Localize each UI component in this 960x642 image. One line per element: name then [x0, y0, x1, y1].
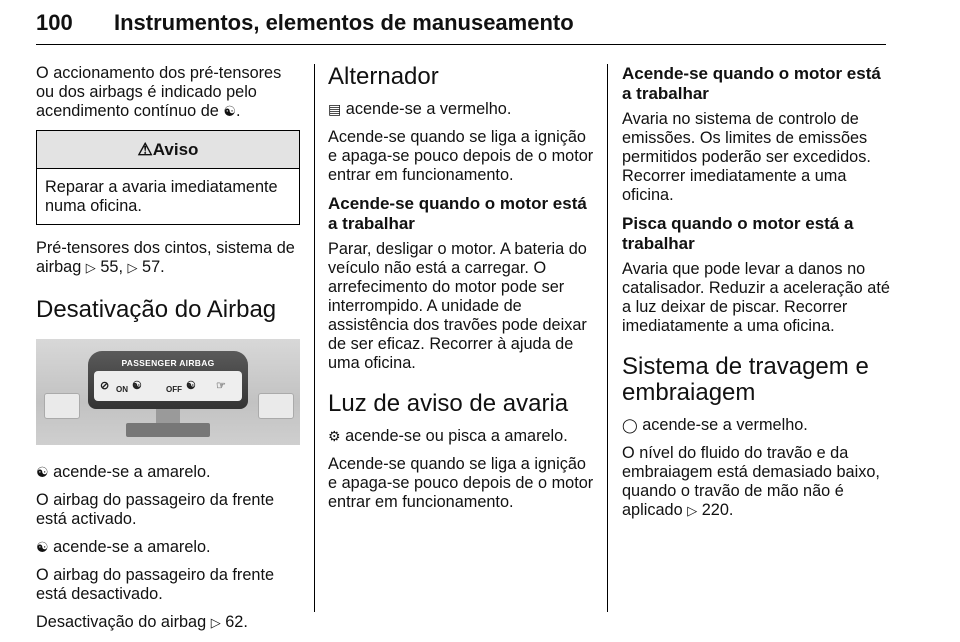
- panel-indicators: ⊘ ON ☯ OFF ☯ ☞: [94, 371, 242, 401]
- column-1: [36, 64, 300, 641]
- lamp-right: [258, 393, 294, 419]
- airbag-on-description: O airbag do passageiro da frente está activado.: [36, 491, 275, 528]
- warning-text: Reparar a avaria imediatamente numa oficina.: [45, 178, 278, 215]
- alternator-description: Acende-se quando se liga a ignição e apaga-se pouco depois de o motor entrar em funcionamento.: [328, 128, 594, 184]
- page-reference-icon: ▷: [85, 260, 96, 275]
- warning-triangle-icon: ⚠: [137, 140, 153, 159]
- switch-bar: [126, 423, 210, 437]
- pretensores-paragraph: Pré-tensores dos cintos, sistema de airbag ▷ 55, ▷ 57.: [36, 239, 295, 276]
- subsection-description: Avaria no sistema de controlo de emissões. Os limites de emissões permitidos poderão ser excedidos. Recorrer imediatamente a uma oficina.: [622, 110, 871, 204]
- section-title: Desativação do Airbag: [36, 296, 277, 323]
- column-2: [328, 64, 596, 521]
- seatbelt-icon: ☞: [216, 380, 226, 392]
- airbag-icon: ☯: [186, 380, 196, 392]
- subsection-description: Avaria que pode levar a danos no catalisador. Reduzir a aceleração até a luz deixar de piscar. Recorrer imediatamente a uma oficina.: [622, 260, 890, 335]
- brake-line: ◯ acende-se a vermelho.: [622, 416, 808, 434]
- airbag-panel-photo: [36, 339, 300, 445]
- page-header: [36, 4, 886, 45]
- section-title: Alternador: [328, 63, 439, 90]
- airbag-on-icon: ☯: [36, 464, 49, 480]
- page-number: 100: [36, 10, 73, 35]
- engine-check-icon: ⚙: [328, 428, 341, 444]
- column-3: [622, 64, 890, 529]
- battery-icon: ▤: [328, 101, 342, 117]
- alternator-line: ▤ acende-se a vermelho.: [328, 100, 512, 118]
- brake-icon: ◯: [622, 417, 638, 433]
- airbag-icon: ☯: [223, 103, 236, 119]
- airbag-on-line: ☯ acende-se a amarelo.: [36, 463, 211, 481]
- page-ref-link[interactable]: 220.: [701, 501, 734, 519]
- malfunction-description: Acende-se quando se liga a ignição e apaga-se pouco depois de o motor entrar em funcionamento.: [328, 455, 594, 511]
- warning-box: [36, 130, 300, 225]
- warning-header: ⚠Aviso: [37, 131, 299, 169]
- page-ref-link[interactable]: 62.: [225, 613, 248, 631]
- page-ref-link[interactable]: 55,: [100, 258, 123, 276]
- page-reference-icon: ▷: [687, 503, 698, 518]
- subsection-title: Acende-se quando o motor está a trabalhar: [622, 64, 881, 103]
- airbag-off-line: ☯ acende-se a amarelo.: [36, 538, 211, 556]
- column-divider: [607, 64, 608, 612]
- panel-label: PASSENGER AIRBAG: [121, 358, 215, 368]
- section-title: Luz de aviso de avaria: [328, 390, 569, 417]
- lamp-left: [44, 393, 80, 419]
- page-title: Instrumentos, elementos de manuseamento: [114, 10, 574, 35]
- subsection-title: Acende-se quando o motor está a trabalhar: [328, 194, 587, 233]
- airbag-off-icon: ☯: [36, 539, 49, 555]
- intro-paragraph: O accionamento dos pré-tensores ou dos airbags é indicado pelo acendimento contínuo de ☯.: [36, 64, 282, 120]
- page-reference-icon: ▷: [210, 615, 221, 630]
- section-title: Sistema de travagem e embraiagem: [622, 353, 869, 406]
- page-ref-link[interactable]: 57.: [142, 258, 165, 276]
- airbag-icon: ☯: [132, 380, 142, 392]
- subsection-title: Pisca quando o motor está a trabalhar: [622, 214, 854, 253]
- malfunction-line: ⚙ acende-se ou pisca a amarelo.: [328, 427, 568, 445]
- deactivation-paragraph: Desactivação do airbag ▷ 62.: [36, 613, 248, 631]
- alternator-sub-description: Parar, desligar o motor. A bateria do veículo não está a carregar. O arrefecimento do motor pode ser interrompido. A unidade de assistência dos travões pode deixar de ser eficaz. Recorrer à ajuda de uma oficina.: [328, 240, 587, 372]
- page-reference-icon: ▷: [127, 260, 138, 275]
- airbag-off-description: O airbag do passageiro da frente está desactivado.: [36, 566, 275, 603]
- airbag-icon: ⊘: [100, 380, 110, 392]
- column-divider: [314, 64, 315, 612]
- brake-description: O nível do fluido do travão e da embraiagem está demasiado baixo, quando o travão de mão não é aplicado ▷ 220.: [622, 444, 880, 519]
- passenger-airbag-panel: [88, 351, 248, 409]
